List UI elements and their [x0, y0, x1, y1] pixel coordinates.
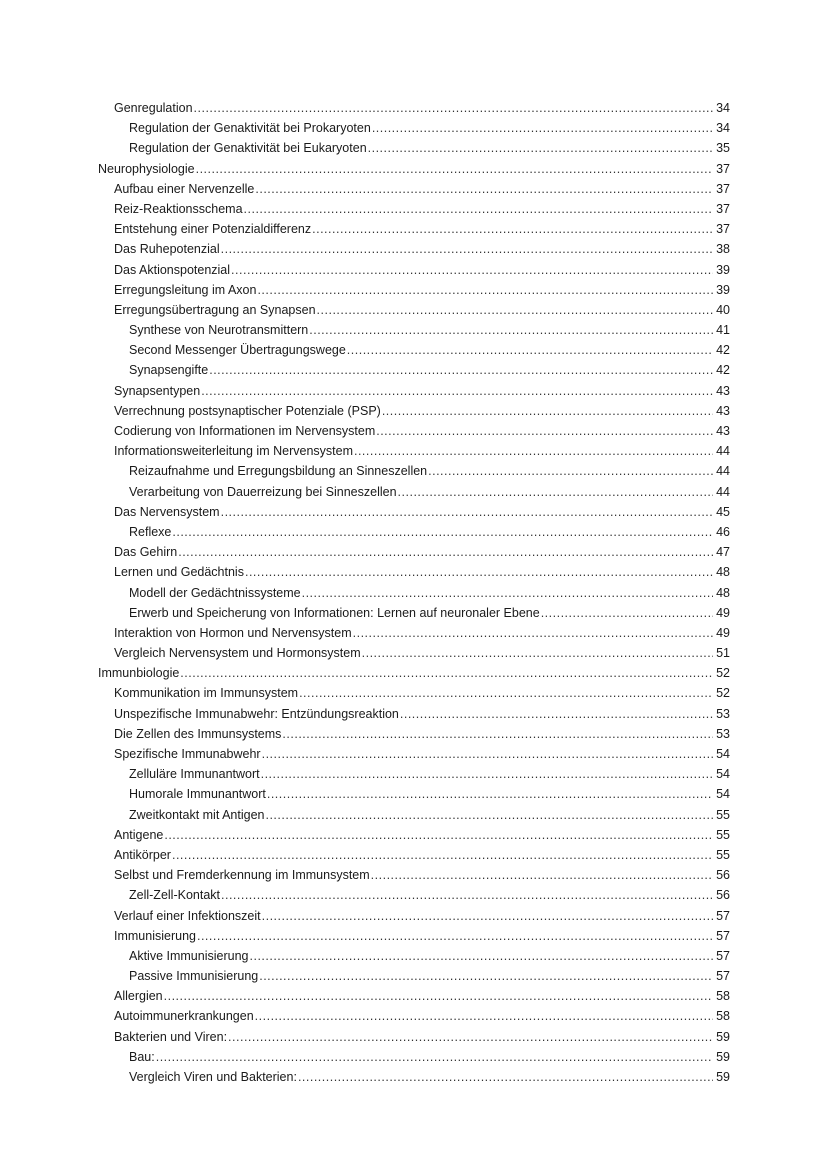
- dot-leader: [317, 300, 714, 320]
- toc-entry-page-number: 59: [716, 1070, 730, 1084]
- toc-entry[interactable]: [98, 199, 730, 219]
- dot-leader: [362, 643, 713, 663]
- dot-leader: [353, 623, 713, 643]
- dot-leader: [221, 239, 713, 259]
- toc-entry-page-number: 54: [716, 787, 730, 802]
- toc-entry-title: Das Gehirn: [114, 545, 178, 560]
- toc-entry[interactable]: [98, 461, 730, 481]
- toc-entry-title: Interaktion von Hormon und Nervensystem: [114, 625, 352, 640]
- toc-entry-title: Erregungsleitung im Axon: [114, 282, 257, 297]
- dot-leader: [299, 683, 713, 703]
- toc-entry-page-number: 40: [716, 302, 730, 317]
- toc-entry-page-number: 34: [716, 101, 730, 115]
- toc-entry-title: Spezifische Immunabwehr: [114, 747, 261, 761]
- toc-entry[interactable]: [98, 179, 730, 199]
- toc-entry[interactable]: [98, 1027, 730, 1047]
- toc-entry[interactable]: [98, 643, 730, 663]
- toc-entry[interactable]: [98, 1047, 730, 1067]
- toc-entry-page-number: 54: [716, 747, 730, 761]
- dot-leader: [172, 845, 713, 865]
- toc-entry[interactable]: [98, 764, 730, 784]
- toc-entry-title: Vergleich Nervensystem und Hormonsystem: [114, 646, 361, 661]
- toc-entry-title: Entstehung einer Potenzialdifferenz: [114, 222, 312, 237]
- toc-entry-title: Verlauf einer Infektionszeit: [114, 908, 261, 923]
- toc-entry[interactable]: [98, 360, 730, 380]
- toc-entry-title: Aufbau einer Nervenzelle: [114, 181, 255, 196]
- toc-entry[interactable]: [98, 603, 730, 623]
- toc-entry-title: Genregulation: [114, 101, 193, 115]
- toc-entry-title: Passive Immunisierung: [129, 969, 259, 984]
- toc-entry[interactable]: [98, 623, 730, 643]
- dot-leader: [201, 381, 713, 401]
- toc-entry[interactable]: [98, 865, 730, 885]
- toc-entry-page-number: 42: [716, 343, 730, 358]
- dot-leader: [255, 1006, 713, 1026]
- toc-entry-title: Allergien: [114, 989, 163, 1004]
- dot-leader: [164, 986, 713, 1006]
- toc-entry-title: Synapsentypen: [114, 383, 201, 398]
- dot-leader: [400, 704, 713, 724]
- toc-entry[interactable]: [98, 1067, 730, 1087]
- toc-entry[interactable]: [98, 906, 730, 926]
- toc-entry-page-number: 57: [716, 969, 730, 984]
- toc-entry-title: Das Aktionspotenzial: [114, 262, 231, 277]
- toc-entry-page-number: 48: [716, 565, 730, 580]
- dot-leader: [541, 603, 713, 623]
- toc-entry-page-number: 59: [716, 1049, 730, 1064]
- toc-entry-title: Antikörper: [114, 847, 171, 862]
- dot-leader: [298, 1067, 713, 1087]
- toc-entry-page-number: 37: [716, 181, 730, 196]
- toc-entry-page-number: 45: [716, 504, 730, 519]
- dot-leader: [262, 744, 713, 764]
- dot-leader: [371, 865, 713, 885]
- toc-entry-title: Vergleich Viren und Bakterien:: [129, 1070, 297, 1084]
- dot-leader: [376, 421, 713, 441]
- toc-entry[interactable]: [98, 502, 730, 522]
- toc-entry[interactable]: [98, 118, 730, 138]
- toc-entry[interactable]: [98, 239, 730, 259]
- toc-entry-page-number: 43: [716, 424, 730, 438]
- toc-entry-title: Immunisierung: [114, 928, 196, 943]
- toc-entry-title: Reflexe: [129, 524, 172, 539]
- toc-entry[interactable]: [98, 138, 730, 158]
- toc-entry[interactable]: [98, 784, 730, 804]
- toc-entry-title: Antigene: [114, 827, 164, 842]
- toc-entry-page-number: 59: [716, 1029, 730, 1044]
- toc-entry-page-number: 42: [716, 363, 730, 378]
- dot-leader: [261, 764, 713, 784]
- toc-entry-title: Regulation der Genaktivität bei Prokaryoten: [129, 121, 371, 136]
- toc-entry[interactable]: [98, 441, 730, 461]
- toc-entry-title: Zweitkontakt mit Antigen: [129, 807, 265, 822]
- toc-entry-title: Kommunikation im Immunsystem: [114, 686, 299, 701]
- toc-entry[interactable]: [98, 583, 730, 603]
- toc-entry-page-number: 39: [716, 282, 730, 297]
- dot-leader: [257, 280, 713, 300]
- toc-entry[interactable]: [98, 683, 730, 703]
- dot-leader: [156, 1047, 713, 1067]
- dot-leader: [209, 360, 713, 380]
- toc-entry-title: Selbst und Fremderkennung im Immunsystem: [114, 868, 370, 883]
- toc-entry-page-number: 37: [716, 222, 730, 237]
- toc-entry[interactable]: [98, 744, 730, 764]
- toc-entry-title: Humorale Immunantwort: [129, 787, 266, 802]
- toc-entry-page-number: 51: [716, 646, 730, 661]
- toc-entry[interactable]: [98, 663, 730, 683]
- dot-leader: [428, 461, 713, 481]
- dot-leader: [312, 219, 713, 239]
- toc-entry-page-number: 53: [716, 726, 730, 741]
- table-of-contents: [98, 98, 730, 1087]
- toc-entry[interactable]: [98, 542, 730, 562]
- dot-leader: [347, 340, 713, 360]
- toc-entry-page-number: 38: [716, 242, 730, 257]
- toc-entry-title: Bau:: [129, 1049, 155, 1064]
- dot-leader: [259, 966, 713, 986]
- toc-entry-page-number: 57: [716, 928, 730, 943]
- toc-entry-title: Das Nervensystem: [114, 504, 220, 519]
- dot-leader: [228, 1027, 713, 1047]
- dot-leader: [180, 663, 713, 683]
- toc-entry[interactable]: [98, 401, 730, 421]
- toc-entry[interactable]: [98, 280, 730, 300]
- toc-entry-page-number: 37: [716, 161, 730, 176]
- toc-entry-page-number: 56: [716, 888, 730, 903]
- toc-entry-page-number: 58: [716, 1009, 730, 1024]
- toc-entry-title: Das Ruhepotenzial: [114, 242, 220, 257]
- toc-entry[interactable]: [98, 825, 730, 845]
- dot-leader: [197, 926, 713, 946]
- toc-entry[interactable]: [98, 381, 730, 401]
- toc-entry[interactable]: [98, 704, 730, 724]
- toc-entry-page-number: 37: [716, 201, 730, 216]
- toc-entry-title: Lernen und Gedächtnis: [114, 565, 244, 580]
- toc-entry-page-number: 39: [716, 262, 730, 277]
- toc-entry-title: Erregungsübertragung an Synapsen: [114, 302, 316, 317]
- dot-leader: [196, 159, 714, 179]
- toc-entry-page-number: 57: [716, 948, 730, 963]
- toc-entry[interactable]: [98, 300, 730, 320]
- toc-entry-title: Immunbiologie: [98, 666, 180, 681]
- dot-leader: [245, 562, 713, 582]
- toc-entry-title: Zelluläre Immunantwort: [129, 767, 260, 782]
- toc-entry-page-number: 41: [716, 323, 730, 338]
- toc-entry[interactable]: [98, 946, 730, 966]
- dot-leader: [255, 179, 713, 199]
- dot-leader: [302, 583, 713, 603]
- toc-entry-title: Reizaufnahme und Erregungsbildung an Sinneszellen: [129, 464, 428, 479]
- dot-leader: [221, 502, 714, 522]
- toc-entry-title: Verarbeitung von Dauerreizung bei Sinneszellen: [129, 484, 397, 499]
- toc-entry[interactable]: [98, 1006, 730, 1026]
- dot-leader: [382, 401, 713, 421]
- toc-entry-title: Bakterien und Viren:: [114, 1029, 228, 1044]
- dot-leader: [398, 482, 714, 502]
- toc-entry[interactable]: [98, 159, 730, 179]
- toc-entry[interactable]: [98, 219, 730, 239]
- dot-leader: [354, 441, 713, 461]
- dot-leader: [244, 199, 714, 219]
- dot-leader: [372, 118, 713, 138]
- toc-entry[interactable]: [98, 926, 730, 946]
- toc-entry-page-number: 44: [716, 484, 730, 499]
- toc-entry-page-number: 52: [716, 666, 730, 681]
- toc-entry-title: Synthese von Neurotransmittern: [129, 323, 309, 338]
- toc-entry[interactable]: [98, 98, 730, 118]
- toc-entry-page-number: 48: [716, 585, 730, 600]
- toc-entry[interactable]: [98, 845, 730, 865]
- toc-entry-page-number: 44: [716, 444, 730, 459]
- toc-entry-page-number: 49: [716, 605, 730, 620]
- toc-entry[interactable]: [98, 966, 730, 986]
- toc-entry-page-number: 55: [716, 807, 730, 822]
- toc-entry[interactable]: [98, 562, 730, 582]
- toc-entry-title: Verrechnung postsynaptischer Potenziale (PSP): [114, 403, 381, 418]
- toc-entry-page-number: 54: [716, 767, 730, 782]
- toc-entry-title: Reiz-Reaktionsschema: [114, 201, 243, 216]
- toc-entry-page-number: 55: [716, 847, 730, 862]
- toc-entry-title: Modell der Gedächtnissysteme: [129, 585, 301, 600]
- toc-entry-title: Autoimmunerkrankungen: [114, 1009, 254, 1024]
- toc-entry[interactable]: [98, 986, 730, 1006]
- toc-entry-title: Informationsweiterleitung im Nervensystem: [114, 444, 353, 459]
- toc-entry-page-number: 52: [716, 686, 730, 701]
- toc-entry[interactable]: [98, 522, 730, 542]
- toc-entry-page-number: 56: [716, 868, 730, 883]
- dot-leader: [194, 98, 714, 118]
- toc-entry[interactable]: [98, 724, 730, 744]
- dot-leader: [221, 885, 713, 905]
- toc-entry-title: Zell-Zell-Kontakt: [129, 888, 220, 903]
- toc-entry-title: Regulation der Genaktivität bei Eukaryoten: [129, 141, 367, 156]
- dot-leader: [309, 320, 713, 340]
- toc-entry-page-number: 53: [716, 706, 730, 721]
- toc-entry[interactable]: [98, 482, 730, 502]
- toc-entry[interactable]: [98, 260, 730, 280]
- toc-entry-page-number: 58: [716, 989, 730, 1004]
- dot-leader: [282, 724, 713, 744]
- toc-entry[interactable]: [98, 885, 730, 905]
- toc-entry-title: Erwerb und Speicherung von Informationen: Lernen auf neuronaler Ebene: [129, 605, 540, 620]
- dot-leader: [265, 805, 713, 825]
- toc-entry-page-number: 43: [716, 403, 730, 418]
- toc-entry-page-number: 57: [716, 908, 730, 923]
- toc-entry[interactable]: [98, 421, 730, 441]
- toc-entry-title: Second Messenger Übertragungswege: [129, 343, 346, 358]
- dot-leader: [262, 906, 713, 926]
- toc-entry-page-number: 47: [716, 545, 730, 560]
- toc-entry-title: Aktive Immunisierung: [129, 948, 249, 963]
- toc-entry-page-number: 35: [716, 141, 730, 156]
- toc-entry[interactable]: [98, 340, 730, 360]
- dot-leader: [231, 260, 713, 280]
- toc-entry-page-number: 49: [716, 625, 730, 640]
- dot-leader: [368, 138, 713, 158]
- toc-entry[interactable]: [98, 805, 730, 825]
- toc-entry-page-number: 34: [716, 121, 730, 136]
- toc-entry-title: Synapsengifte: [129, 363, 209, 378]
- toc-entry[interactable]: [98, 320, 730, 340]
- toc-entry-page-number: 44: [716, 464, 730, 479]
- dot-leader: [178, 542, 713, 562]
- toc-entry-page-number: 46: [716, 524, 730, 539]
- toc-entry-title: Unspezifische Immunabwehr: Entzündungsreaktion: [114, 706, 399, 721]
- dot-leader: [172, 522, 713, 542]
- toc-entry-title: Neurophysiologie: [98, 161, 195, 176]
- toc-entry-title: Die Zellen des Immunsystems: [114, 726, 282, 741]
- dot-leader: [267, 784, 713, 804]
- dot-leader: [250, 946, 714, 966]
- dot-leader: [164, 825, 713, 845]
- toc-entry-page-number: 43: [716, 383, 730, 398]
- toc-entry-page-number: 55: [716, 827, 730, 842]
- toc-entry-title: Codierung von Informationen im Nervensystem: [114, 424, 376, 438]
